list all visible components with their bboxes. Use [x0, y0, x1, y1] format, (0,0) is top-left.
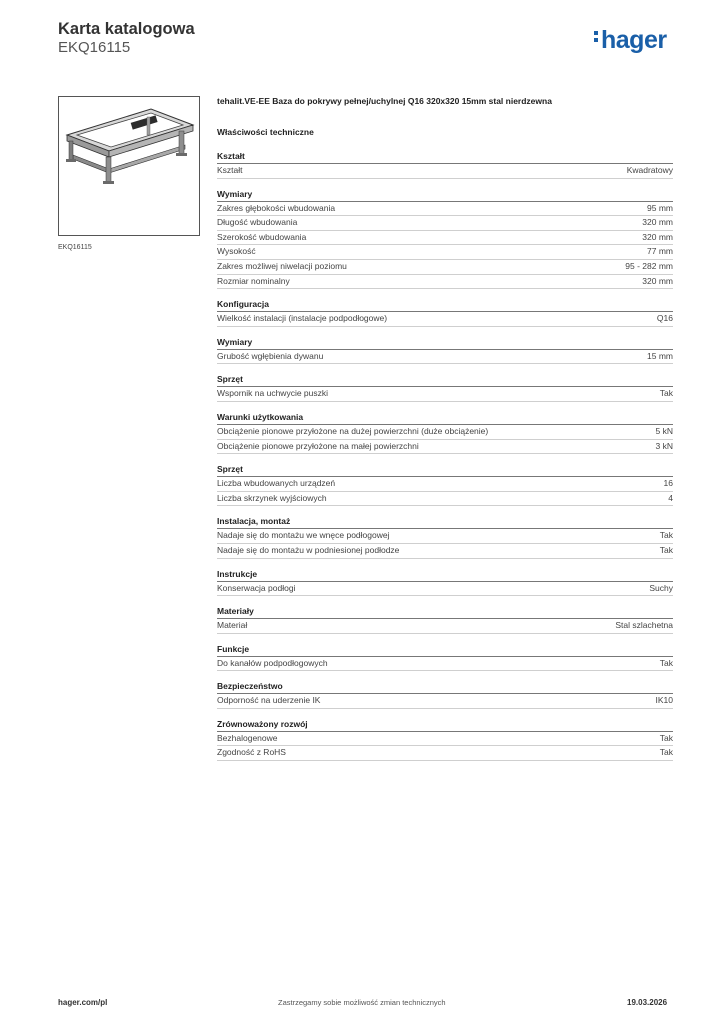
spec-label: Zakres możliwej niwelacji poziomu — [217, 260, 347, 271]
footer-notice: Zastrzegamy sobie możliwość zmian technicznych — [278, 998, 446, 1007]
spec-value: 16 — [663, 478, 673, 489]
spec-label: Liczba wbudowanych urządzeń — [217, 478, 336, 489]
spec-section — [217, 337, 673, 365]
spec-value: 4 — [668, 492, 673, 503]
spec-row — [217, 732, 673, 747]
section-title: Wymiary — [217, 189, 673, 202]
tech-properties-heading: Właściwości techniczne — [217, 127, 314, 137]
spec-row — [217, 657, 673, 672]
logo-wordmark: hager — [601, 26, 667, 54]
footer-date: 19.03.2026 — [627, 998, 668, 1007]
spec-row — [217, 260, 673, 275]
section-title: Bezpieczeństwo — [217, 681, 673, 694]
spec-label: Wysokość — [217, 246, 256, 257]
spec-section — [217, 644, 673, 672]
spec-label: Rozmiar nominalny — [217, 275, 290, 286]
spec-sections — [217, 151, 673, 761]
section-title: Sprzęt — [217, 464, 673, 477]
spec-label: Odporność na uderzenie IK — [217, 695, 321, 706]
spec-row — [217, 529, 673, 544]
logo-colon-icon — [594, 28, 599, 45]
section-title: Sprzęt — [217, 374, 673, 387]
spec-row — [217, 544, 673, 559]
spec-value: 95 - 282 mm — [625, 260, 673, 271]
spec-value: 320 mm — [642, 217, 673, 228]
spec-value: 15 mm — [647, 350, 673, 361]
spec-section — [217, 189, 673, 290]
spec-row — [217, 492, 673, 507]
spec-row — [217, 350, 673, 365]
section-title: Kształt — [217, 151, 673, 164]
spec-label: Kształt — [217, 165, 243, 175]
spec-value: 95 mm — [647, 202, 673, 213]
spec-label: Obciążenie pionowe przyłożone na małej powierzchni — [217, 440, 419, 451]
spec-row — [217, 387, 673, 402]
spec-value: Suchy — [649, 582, 673, 593]
spec-row — [217, 694, 673, 709]
spec-row — [217, 440, 673, 455]
product-description: tehalit.VE-EE Baza do pokrywy pełnej/uchylnej Q16 320x320 15mm stal nierdzewna — [217, 96, 552, 106]
spec-section — [217, 719, 673, 761]
spec-row — [217, 231, 673, 246]
spec-value: 77 mm — [647, 246, 673, 257]
section-title: Warunki użytkowania — [217, 412, 673, 425]
spec-section — [217, 464, 673, 506]
spec-label: Grubość wgłębienia dywanu — [217, 350, 324, 361]
section-title: Materiały — [217, 606, 673, 619]
section-title: Instrukcje — [217, 569, 673, 582]
spec-label: Długość wbudowania — [217, 217, 298, 228]
section-title: Wymiary — [217, 337, 673, 350]
product-image — [58, 96, 200, 236]
section-title: Zrównoważony rozwój — [217, 719, 673, 732]
spec-label: Nadaje się do montażu w podniesionej podłodze — [217, 544, 400, 555]
spec-row — [217, 275, 673, 290]
frame-product-icon — [59, 97, 199, 235]
spec-row — [217, 619, 673, 634]
spec-label: Wspornik na uchwycie puszki — [217, 388, 329, 399]
spec-section — [217, 374, 673, 402]
spec-value: Tak — [659, 747, 673, 758]
spec-value: 320 mm — [642, 231, 673, 242]
spec-value: Tak — [659, 732, 673, 743]
spec-section — [217, 606, 673, 634]
spec-value: Tak — [659, 544, 673, 555]
section-title: Funkcje — [217, 644, 673, 657]
spec-row — [217, 164, 673, 179]
spec-row — [217, 245, 673, 260]
spec-value: IK10 — [655, 695, 673, 706]
spec-value: Tak — [659, 657, 673, 668]
spec-row — [217, 477, 673, 492]
spec-value: Kwadratowy — [626, 165, 673, 175]
spec-value: Q16 — [656, 313, 673, 324]
spec-label: Wielkość instalacji (instalacje podpodłogowe) — [217, 313, 388, 324]
spec-row — [217, 746, 673, 761]
image-caption: EKQ16115 — [58, 244, 92, 251]
spec-section — [217, 412, 673, 454]
product-code: EKQ16115 — [58, 39, 131, 56]
spec-section — [217, 516, 673, 558]
spec-label: Nadaje się do montażu we wnęce podłogowej — [217, 530, 390, 541]
spec-label: Do kanałów podpodłogowych — [217, 657, 328, 668]
hager-logo — [594, 28, 667, 53]
spec-value: Tak — [659, 530, 673, 541]
spec-section — [217, 681, 673, 709]
spec-row — [217, 202, 673, 217]
footer-website: hager.com/pl — [58, 998, 108, 1007]
spec-label: Konserwacja podłogi — [217, 582, 296, 593]
spec-row — [217, 216, 673, 231]
section-title: Instalacja, montaż — [217, 516, 673, 529]
spec-section — [217, 151, 673, 179]
spec-value: Stal szlachetna — [615, 620, 673, 631]
spec-row — [217, 312, 673, 327]
spec-row — [217, 582, 673, 597]
spec-value: 5 kN — [655, 425, 673, 436]
spec-value: 3 kN — [655, 440, 673, 451]
spec-label: Liczba skrzynek wyjściowych — [217, 492, 327, 503]
section-title: Konfiguracja — [217, 299, 673, 312]
spec-content — [217, 96, 673, 761]
spec-section — [217, 299, 673, 327]
spec-label: Szerokość wbudowania — [217, 231, 307, 242]
spec-section — [217, 569, 673, 597]
spec-value: Tak — [659, 388, 673, 399]
spec-label: Materiał — [217, 620, 248, 631]
spec-label: Zakres głębokości wbudowania — [217, 202, 336, 213]
spec-label: Bezhalogenowe — [217, 732, 278, 743]
spec-label: Zgodność z RoHS — [217, 747, 286, 758]
spec-label: Obciążenie pionowe przyłożone na dużej powierzchni (duże obciążenie) — [217, 425, 489, 436]
spec-row — [217, 425, 673, 440]
spec-value: 320 mm — [642, 275, 673, 286]
document-title: Karta katalogowa — [58, 20, 195, 38]
